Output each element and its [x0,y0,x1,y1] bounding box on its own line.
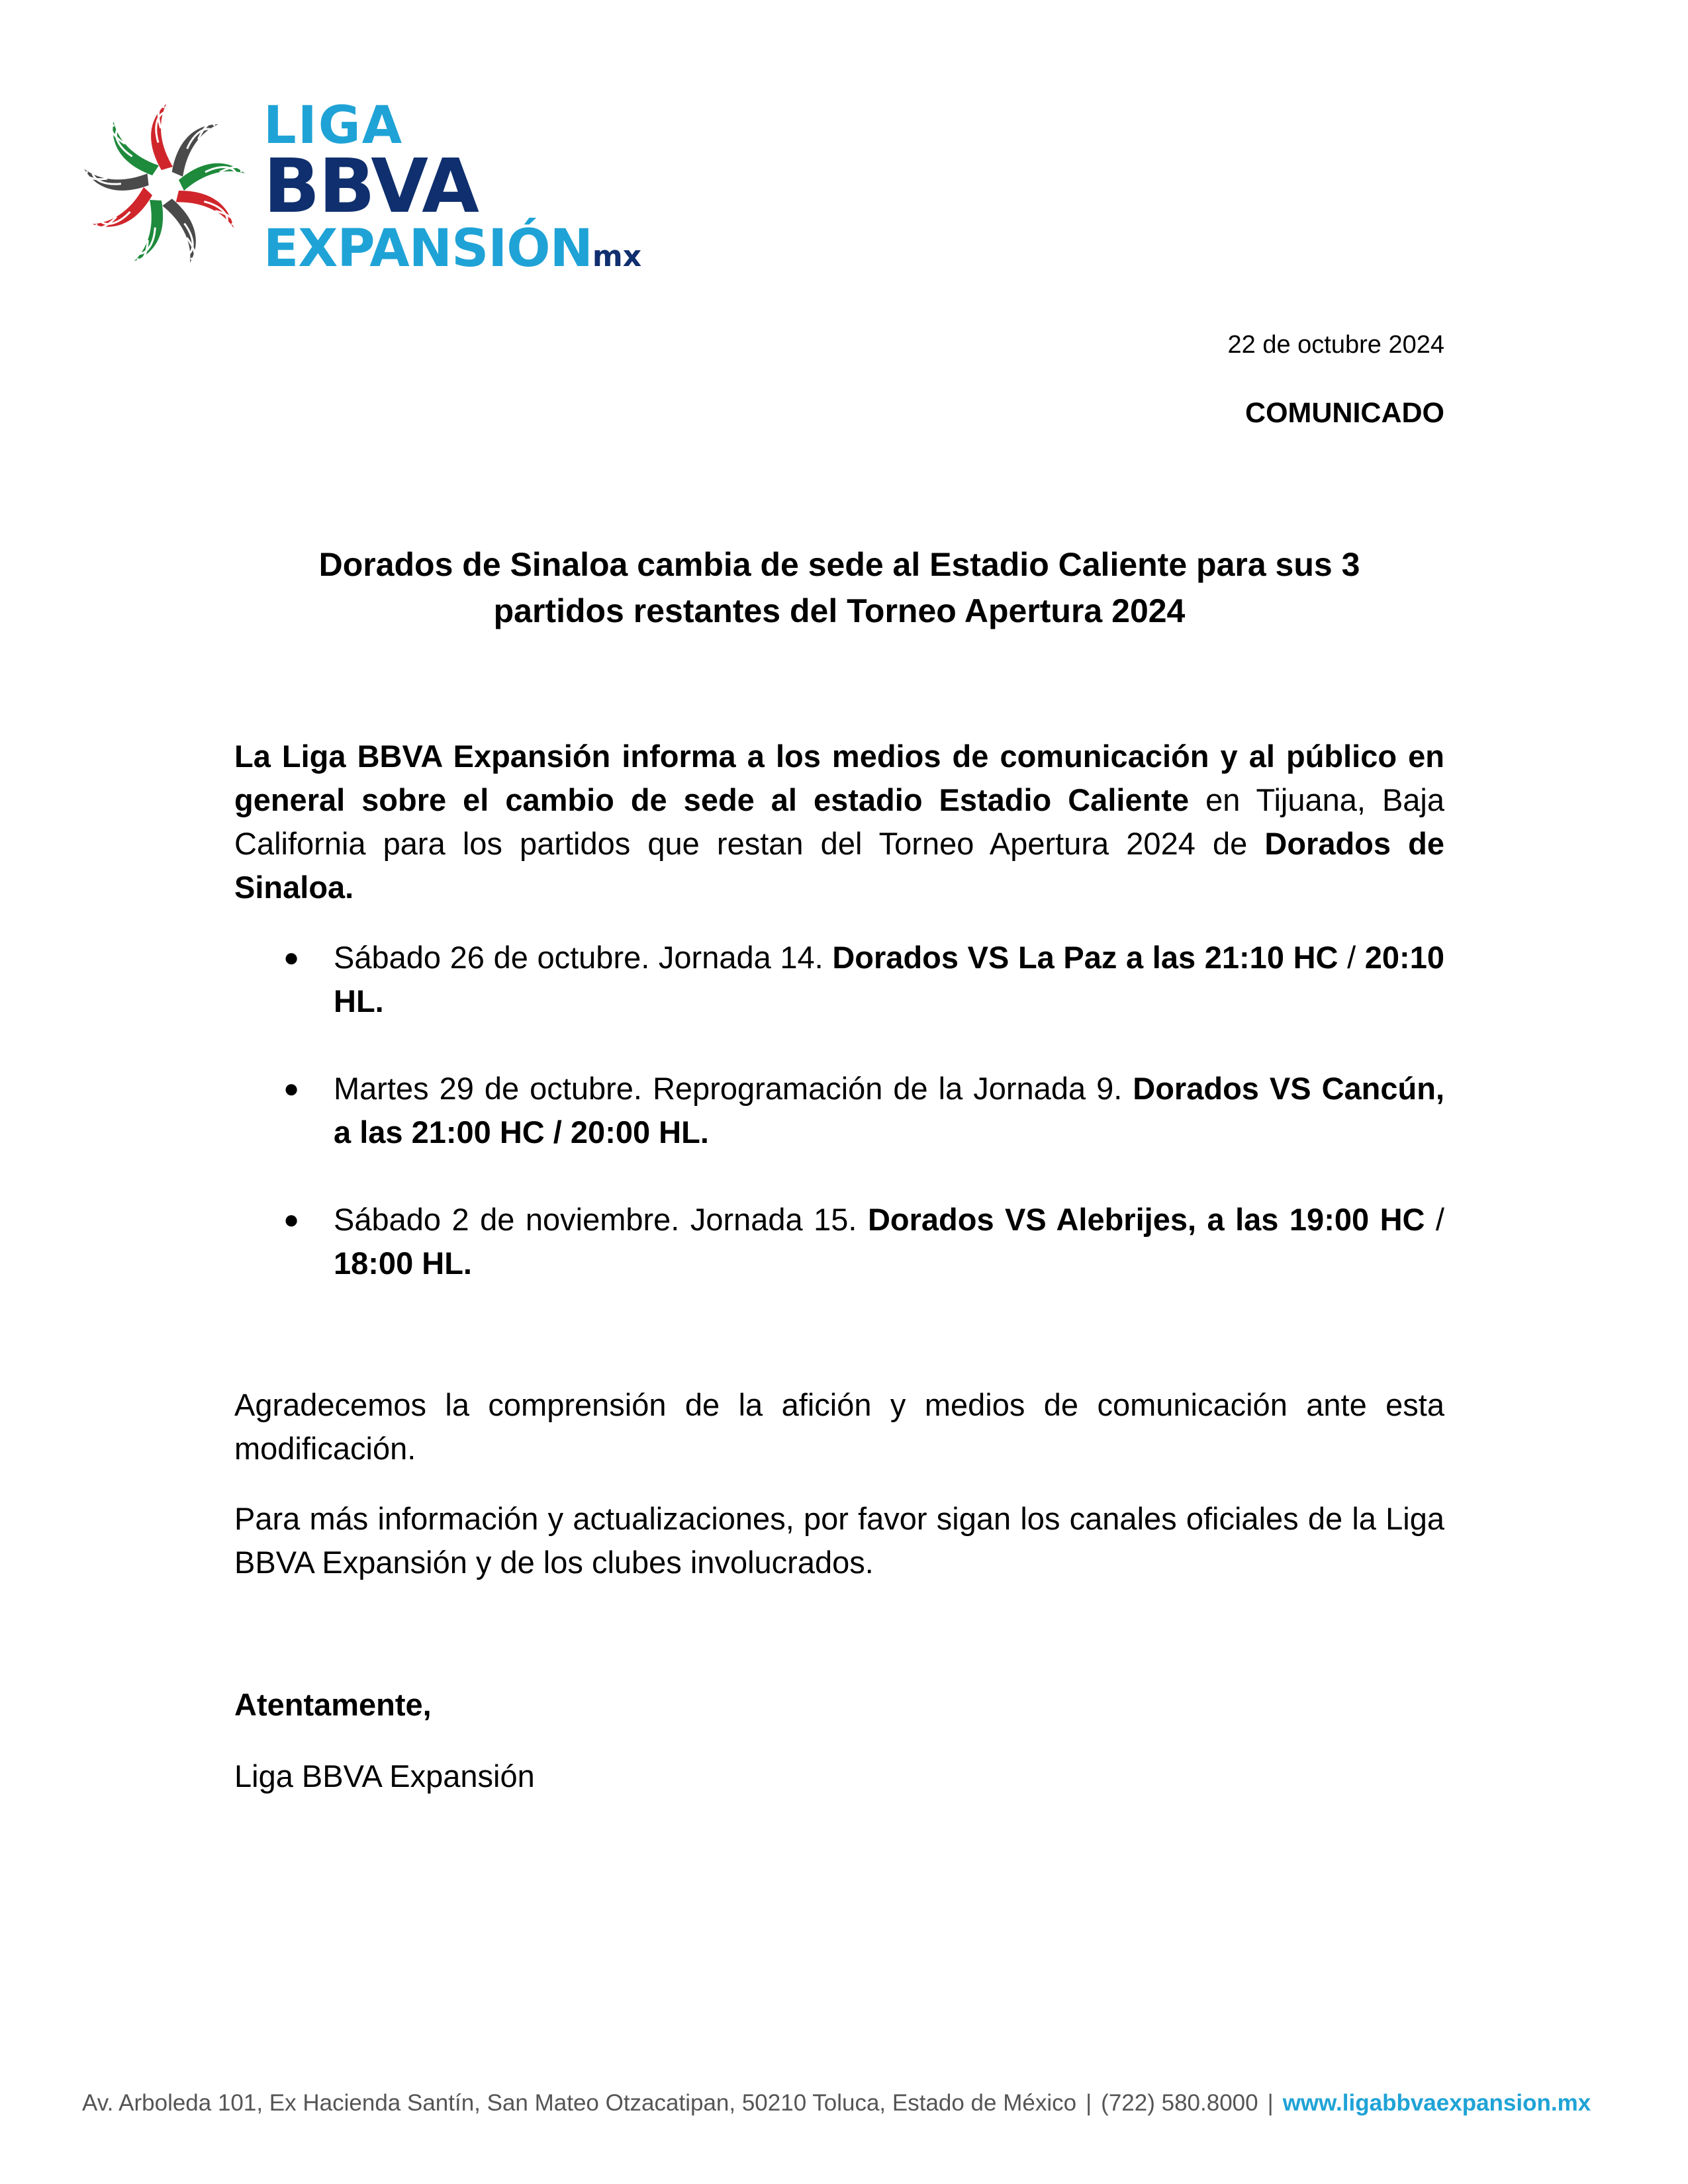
intro-bold-end: Dorados de Sinaloa. [234,826,1445,905]
logo-wordmark [263,96,642,285]
list-item [234,1067,1444,1154]
list-item [234,936,1444,1023]
match-date-text: Sábado 2 de noviembre. Jornada 15. [334,1202,868,1237]
intro-paragraph [234,735,1444,909]
footer-website-link[interactable]: www.ligabbvaexpansion.mx [1282,2090,1591,2116]
logo-mx-suffix: mx [592,240,642,273]
document-title [234,541,1444,634]
logo-expansion-text: EXPANSIÓN [263,219,592,279]
bullet-icon: ● [283,1074,300,1103]
document-type: COMUNICADO [1245,397,1444,429]
match-local-time: 18:00 HL. [334,1246,472,1281]
logo-line-bbva: BBVA [263,144,478,230]
closing-salutation: Atentamente, [234,1687,432,1722]
logo-line-expansion [263,221,641,285]
footer-separator: | [1267,2090,1274,2116]
match-separator: / [1425,1202,1444,1237]
page-footer [82,2090,1591,2116]
bullet-icon: ● [283,943,300,972]
match-detail: Dorados VS La Paz a las 21:10 HC [832,940,1338,975]
signature: Liga BBVA Expansión [234,1758,535,1794]
bullet-icon: ● [283,1205,300,1234]
match-date-text: Sábado 26 de octubre. Jornada 14. [334,940,833,975]
list-item [234,1198,1444,1285]
intro-bold-text: La Liga BBVA Expansión informa a los medios de comunicación y al público en general sobre el cambio de sede al estadio Estadio Caliente [234,739,1444,817]
title-line-1: Dorados de Sinaloa cambia de sede al Estadio Caliente para sus 3 [318,546,1360,583]
footer-separator: | [1086,2090,1092,2116]
logo-line-liga: LIGA [263,96,404,156]
title-line-2: partidos restantes del Torneo Apertura 2024 [493,592,1186,629]
match-local-time: 20:10 HL. [334,940,1444,1019]
thanks-paragraph: Agradecemos la comprensión de la afición y medios de comunicación ante esta modificación. [234,1387,1444,1466]
info-paragraph: Para más información y actualizaciones, por favor sigan los canales oficiales de la Liga BBVA Expansión y de los clubes involucrados. [234,1501,1444,1580]
document-date: 22 de octubre 2024 [1227,331,1444,359]
match-detail: Dorados VS Cancún, a las 21:00 HC / 20:00 HL. [334,1071,1445,1150]
league-swirl-emblem [78,99,250,271]
intro-normal-text: en Tijuana, Baja California para los partidos que restan del Torneo Apertura 2024 de [234,782,1445,861]
match-date-text: Martes 29 de octubre. Reprogramación de la Jornada 9. [334,1071,1133,1106]
match-separator: / [1338,940,1365,975]
match-detail: Dorados VS Alebrijes, a las 19:00 HC [867,1202,1425,1237]
match-schedule-list [234,936,1444,1329]
footer-address: Av. Arboleda 101, Ex Hacienda Santín, San Mateo Otzacatipan, 50210 Toluca, Estado de México [82,2090,1077,2116]
footer-phone: (722) 580.8000 [1101,2090,1258,2116]
league-logo [78,96,642,285]
